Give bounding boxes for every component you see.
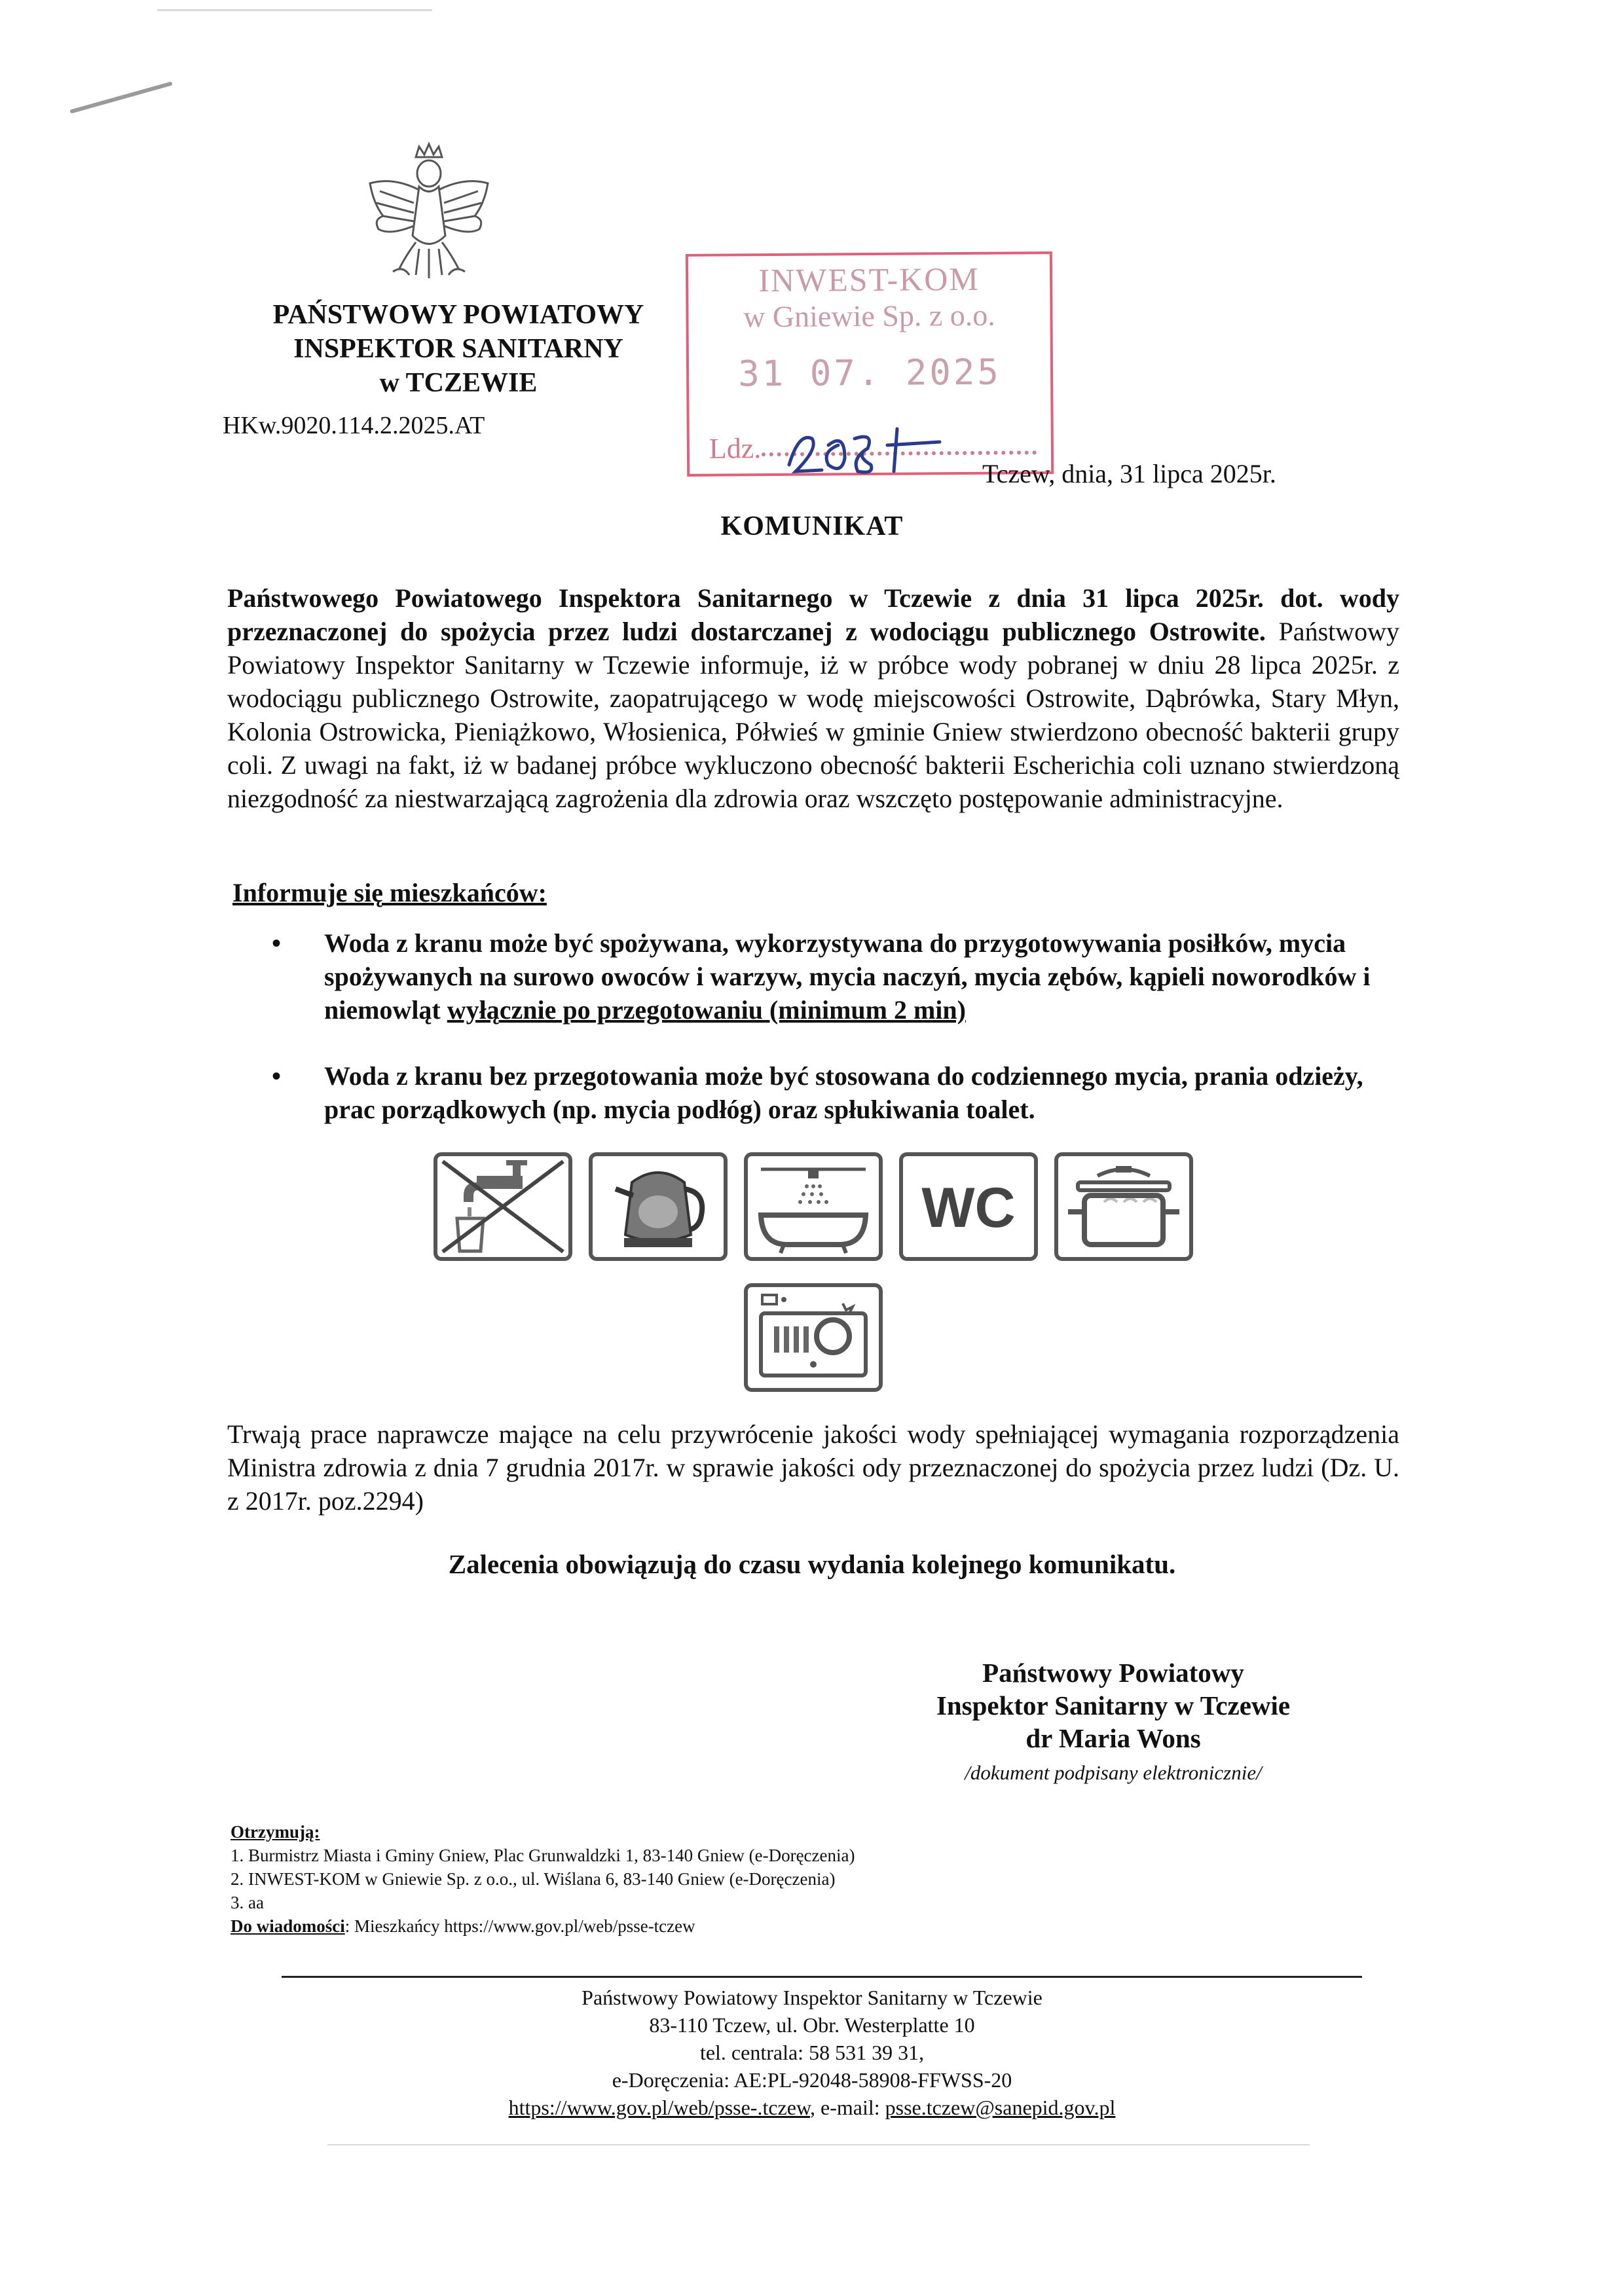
for-information-label: Do wiadomości	[231, 1916, 345, 1936]
inform-heading: Informuje się mieszkańców:	[232, 878, 547, 907]
bullet-icon: •	[272, 1061, 282, 1091]
list-item	[262, 926, 1401, 1027]
scan-edge-top	[157, 9, 432, 11]
authority-line-2: INSPEKTOR SANITARNY	[293, 334, 623, 364]
footer	[0, 1984, 1624, 2121]
wc-label: WC	[921, 1176, 1016, 1239]
authority-line-1: PAŃSTWOWY POWIATOWY	[272, 300, 644, 330]
stamp-date: 31 07. 2025	[738, 351, 1002, 395]
bullet-icon: •	[272, 928, 282, 958]
signature-line-2: Inspektor Sanitarny w Tczewie	[936, 1690, 1291, 1721]
signature-line-1: Państwowy Powiatowy	[982, 1658, 1244, 1688]
handwritten-ldz-number	[783, 419, 946, 478]
recipient-item: 1. Burmistrz Miasta i Gminy Gniew, Plac Grunwaldzki 1, 83-140 Gniew (e-Doręczenia)	[231, 1846, 855, 1865]
intro-paragraph	[227, 581, 1399, 815]
signature-block	[851, 1656, 1375, 1755]
website-link[interactable]: https://www.gov.pl/web/psse-.tczew	[508, 2096, 810, 2119]
bullet-underlined-1: wyłącznie po przegotowaniu (minimum 2 min)	[447, 995, 966, 1025]
kettle-icon	[589, 1152, 728, 1261]
cooking-pot-icon	[1054, 1152, 1193, 1261]
issuing-authority	[242, 298, 674, 400]
recipients-block	[231, 1820, 855, 1938]
recipient-item: 2. INWEST-KOM w Gniewie Sp. z o.o., ul. Wiślana 6, 83-140 Gniew (e-Doręczenia)	[231, 1869, 836, 1889]
place-and-date: Tczew, dnia, 31 lipca 2025r.	[982, 459, 1276, 488]
footer-line-4: e-Doręczenia: AE:PL-92048-58908-FFWSS-20	[612, 2068, 1012, 2092]
electronic-signature-note: /dokument podpisany elektronicznie/	[965, 1761, 1262, 1784]
footer-line-5	[0, 2094, 1624, 2121]
email-label: , e-mail:	[809, 2096, 885, 2119]
repairs-paragraph: Trwają prace naprawcze mające na celu przywrócenie jakości wody spełniającej wymagania rozporządzenia Ministra zdrowia z dnia 7 grudnia 2017r. w sprawie jakości ody przeznaczonej do spożycia przez ludzi (Dz. U. z 2017r. poz.2294)	[227, 1419, 1399, 1516]
recipients-heading: Otrzymują:	[231, 1822, 320, 1842]
reference-number: HKw.9020.114.2.2025.AT	[223, 412, 485, 439]
stamp-ldz-label: Ldz.	[709, 432, 762, 465]
stamp-company-line2: w Gniewie Sp. z o.o.	[743, 298, 995, 334]
signature-name: dr Maria Wons	[1025, 1723, 1201, 1753]
scan-edge-bottom	[327, 2144, 1310, 2145]
authority-line-3: w TCZEWIE	[379, 368, 538, 398]
bullet-text-1: Woda z kranu może być spożywana, wykorzystywana do przygotowywania posiłków, mycia spożywanych na surowo owoców i warzyw, mycia naczyń, mycia zębów, kąpieli noworodków i niemowląt	[324, 928, 1371, 1025]
intro-body: Państwowy Powiatowy Inspektor Sanitarny w Tczewie informuje, iż w próbce wody pobranej w dniu 28 lipca 2025r. z wodociągu publicznego Ostrowite, zaopatrującego w wodę miejscowości Ostrowite, Dąbrówka, Stary Młyn, Kolonia Ostrowicka, Pieniążkowo, Włosienica, Półwieś w gminie Gniew stwierdzono obecność bakterii grupy coli. Z uwagi na fakt, iż w badanej próbce wykluczono obecność bakterii Escherichia coli uznano stwierdzoną niezgodność za niestwarzającą zagrożenia dla zdrowia oraz wszczęto postępowanie administracyjne.	[227, 617, 1400, 813]
email-link[interactable]: psse.tczew@sanepid.gov.pl	[885, 2096, 1116, 2119]
intro-lead: Państwowego Powiatowego Inspektora Sanitarnego w Tczewie z dnia 31 lipca 2025r. dot. wody przeznaczonej do spożycia przez ludzi dostarczanej z wodociągu publicznego Ostrowite.	[227, 583, 1399, 646]
advice-list	[262, 926, 1401, 1159]
for-information-line	[231, 1914, 855, 1938]
document-title: KOMUNIKAT	[720, 511, 904, 541]
staple-mark	[65, 77, 177, 117]
list-item	[262, 1059, 1401, 1126]
bullet-text-2: Woda z kranu bez przegotowania może być stosowana do codziennego mycia, prania odzieży, prac porządkowych (np. mycia podłóg) oraz spłukiwania toalet.	[324, 1061, 1363, 1124]
footer-line-3: tel. centrala: 58 531 39 31,	[699, 2041, 925, 2064]
recommendation-line: Zalecenia obowiązują do czasu wydania kolejnego komunikatu.	[448, 1549, 1176, 1579]
wc-icon	[899, 1152, 1038, 1261]
footer-line-2: 83-110 Tczew, ul. Obr. Westerplatte 10	[649, 2013, 975, 2037]
footer-line-1: Państwowy Powiatowy Inspektor Sanitarny w Tczewie	[581, 1986, 1043, 2009]
pictogram-row	[434, 1152, 1193, 1401]
bathtub-shower-icon	[744, 1152, 883, 1261]
for-information-text: : Mieszkańcy https://www.gov.pl/web/psse-tczew	[344, 1916, 695, 1936]
recipient-item: 3. aa	[231, 1893, 264, 1912]
no-tap-water-icon	[434, 1152, 572, 1261]
dishwasher-icon	[744, 1283, 883, 1392]
footer-divider	[282, 1976, 1362, 1978]
eagle-emblem-icon	[354, 137, 504, 288]
stamp-company-line1: INWEST-KOM	[758, 260, 980, 299]
